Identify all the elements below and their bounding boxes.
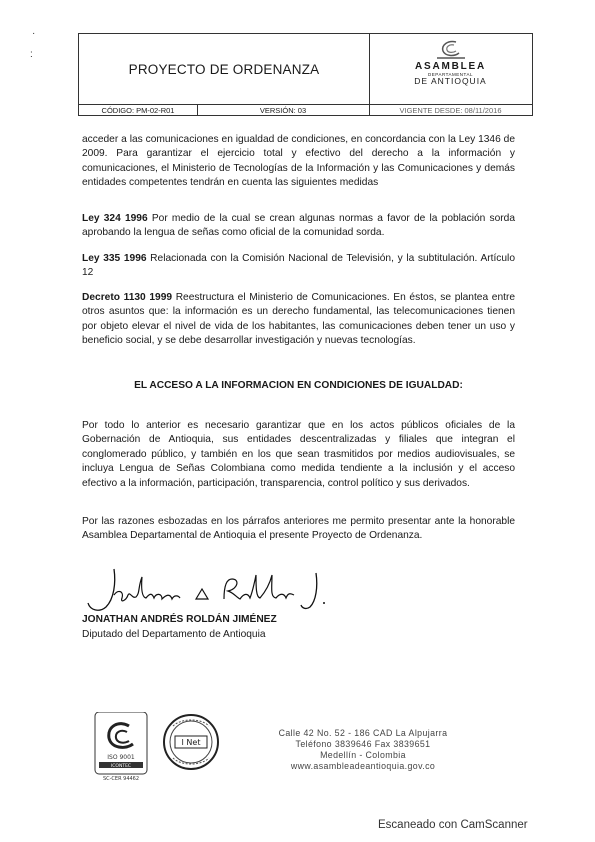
decree-reference: Decreto 1130 1999 [82,292,173,303]
assembly-logo [369,34,532,104]
footer-logos [93,712,258,787]
logo-line-1: ASAMBLEA [414,61,487,72]
iso-label: ISO 9001 [107,754,135,761]
paragraph-ley-324 [82,212,515,241]
header-meta-row [79,104,532,116]
scan-marks: · : [30,28,36,60]
decree-description: Reestructura el Ministerio de Comunicaciones. En éstos, se plantea entre otros asuntos que: la información es un derecho fundamental, las telecomunicaciones tienen por objeto elevar el nivel de vida de los habitantes, las comunicaciones deben tener un uso y beneficio social, y se debe desarrollar investigación y nuevas tecnologías. [82,292,515,347]
law-description: Relacionada con la Comisión Nacional de Televisión, y la subtitulación. Artículo 12 [82,253,515,279]
document-version: VERSIÓN: 03 [197,105,370,116]
document-effective-date: VIGENTE DESDE: 08/11/2016 [399,106,502,115]
document-title: PROYECTO DE ORDENANZA [79,34,370,104]
cert-label: SC-CER 94462 [102,776,140,782]
inet-label: I Net [181,738,201,747]
logo-line-2: DEPARTAMENTAL [428,72,473,77]
icontec-label: ICONTEC [110,764,132,769]
law-reference: Ley 335 1996 [82,253,147,264]
paragraph-intro: acceder a las comunicaciones en igualdad de condiciones, en concordancia con la Ley 1346 de 2009. Para garantizar el ejercicio total y efectivo del derecho a la información y comunicaciones, el Ministerio de Tecnologías de la Información y las Comunicaciones y demás entidades competentes tendrán en cuenta las siguientes medidas [82,134,515,189]
camscanner-watermark: Escaneado con CamScanner [378,819,528,831]
section-heading: EL ACCESO A LA INFORMACION EN CONDICIONES DE IGUALDAD: [134,380,463,391]
paragraph-ley-335 [82,252,515,281]
signer-name: JONATHAN ANDRÉS ROLDÁN JIMÉNEZ [82,614,277,625]
signer-role: Diputado del Departamento de Antioquia [82,629,266,640]
law-reference: Ley 324 1996 [82,213,148,224]
paragraph-closing: Por las razones esbozadas en los párrafos anteriores me permito presentar ante la honorable Asamblea Departamental de Antioquia el presente Proyecto de Ordenanza. [82,516,515,542]
signature-icon [84,563,334,618]
paragraph-decreto-1130 [82,291,515,349]
document-header [78,33,533,116]
website-link[interactable]: www.asambleadeantioquia.gov.co [290,761,436,771]
certification-logos-icon [93,712,258,782]
paragraph-conclusion: Por todo lo anterior es necesario garantizar que en los actos públicos oficiales de la Gobernación de Antioquia, sus entidades descentralizadas y filiales que integran el conglomerado público, y también en los que sean trasmitidos por medios audiovisuales, se incluya Lengua de Señas Colombiana como medida tendiente a la inclusión y el acceso efectivo a la información, participación, transparencia, control político y sus derivados. [82,420,515,489]
address-line: Calle 42 No. 52 - 186 CAD La Alpujarra [278,728,448,738]
phone-line: Teléfono 3839646 Fax 3839651 [295,739,431,749]
law-description: Por medio de la cual se crean algunas normas a favor de la población sorda aprobando la lengua de señas como oficial de la comunidad sorda. [82,213,515,239]
document-code: CÓDIGO: PM-02-R01 [79,105,198,116]
city-line: Medellín - Colombia [320,750,406,760]
footer-address [258,728,468,772]
logo-line-3: DE ANTIOQUIA [414,76,487,86]
assembly-emblem-icon [436,39,466,59]
